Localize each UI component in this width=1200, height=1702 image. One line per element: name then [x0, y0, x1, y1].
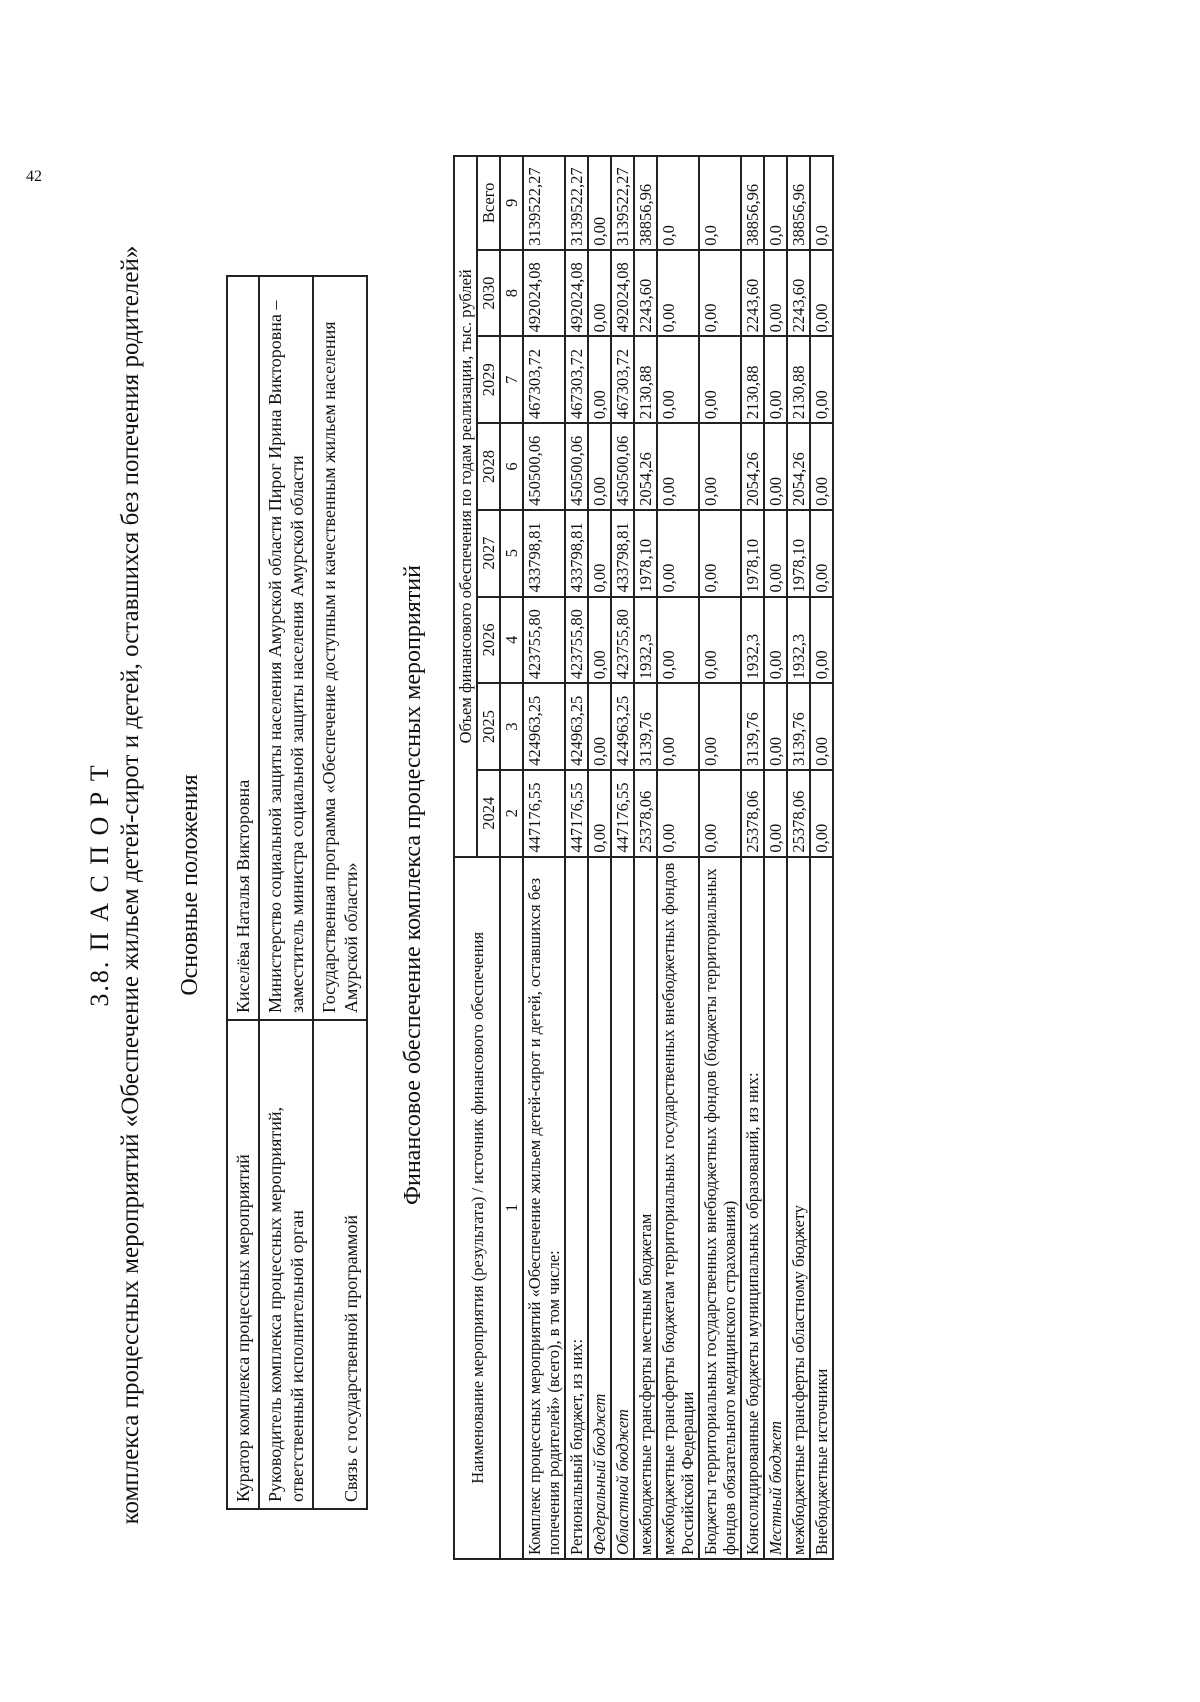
table-row	[523, 156, 565, 1559]
row-value: 3139,76	[741, 683, 764, 770]
row-label: Бюджеты территориальных государственных внебюджетных фондов (бюджеты территориальных фондов обязательного медицинского страхования)	[699, 857, 741, 1559]
column-number: 7	[500, 336, 523, 423]
row-value: 447176,55	[523, 770, 565, 857]
row-value: 2054,26	[634, 423, 657, 510]
row-label: Местный бюджет	[764, 857, 787, 1559]
row-value: 0,00	[764, 510, 787, 597]
row-value: 423755,80	[523, 597, 565, 684]
row-value: 25378,06	[634, 770, 657, 857]
row-value: 0,00	[699, 423, 741, 510]
table-row	[227, 276, 259, 1509]
table-row	[764, 156, 787, 1559]
column-number: 5	[500, 510, 523, 597]
row-value: 433798,81	[523, 510, 565, 597]
row-value: 3139522,27	[611, 156, 634, 250]
table-row	[259, 276, 313, 1509]
row-label: Консолидированные бюджеты муниципальных образований, из них:	[741, 857, 764, 1559]
year-header: 2026	[477, 597, 500, 684]
year-header: 2030	[477, 250, 500, 337]
table-row	[588, 156, 611, 1559]
column-number: 2	[500, 770, 523, 857]
column-number: 1	[500, 857, 523, 1559]
row-value: 0,00	[699, 683, 741, 770]
row-value: 0,00	[699, 336, 741, 423]
row-value: 467303,72	[523, 336, 565, 423]
basic-section-title: Основные положения	[177, 774, 203, 996]
row-value: 0,00	[588, 683, 611, 770]
row-label: Внебюджетные источники	[810, 857, 833, 1559]
row-value: 1932,3	[787, 597, 810, 684]
row-value: 0,00	[810, 336, 833, 423]
row-value: 433798,81	[611, 510, 634, 597]
row-value: 0,00	[810, 683, 833, 770]
row-value: 0,00	[699, 770, 741, 857]
row-value: 0,00	[657, 770, 699, 857]
row-value: 433798,81	[565, 510, 588, 597]
row-value: 0,00	[588, 156, 611, 250]
row-label: межбюджетные трансферты местным бюджетам	[634, 857, 657, 1559]
row-value: 3139522,27	[565, 156, 588, 250]
head-label: Руководитель комплекса процессных мероприятий, ответственный исполнительной орган	[259, 1020, 313, 1509]
year-header: Всего	[477, 156, 500, 250]
row-value: 0,00	[588, 250, 611, 337]
table-row	[634, 156, 657, 1559]
row-value: 0,0	[810, 156, 833, 250]
table-row	[741, 156, 764, 1559]
row-value: 0,00	[588, 597, 611, 684]
row-value: 0,00	[764, 250, 787, 337]
row-value: 0,00	[699, 597, 741, 684]
row-value: 0,00	[588, 770, 611, 857]
passport-title: 3.8. П А С П О Р Т	[85, 763, 114, 1007]
row-value: 0,00	[810, 423, 833, 510]
row-value: 2130,88	[787, 336, 810, 423]
row-value: 0,00	[764, 423, 787, 510]
row-value: 0,00	[810, 770, 833, 857]
row-value: 38856,96	[634, 156, 657, 250]
row-value: 0,0	[699, 156, 741, 250]
row-value: 492024,08	[611, 250, 634, 337]
row-value: 424963,25	[611, 683, 634, 770]
row-value: 467303,72	[611, 336, 634, 423]
row-value: 2054,26	[741, 423, 764, 510]
table-row	[787, 156, 810, 1559]
row-value: 424963,25	[565, 683, 588, 770]
column-number: 9	[500, 156, 523, 250]
row-value: 3139,76	[634, 683, 657, 770]
row-value: 0,00	[657, 423, 699, 510]
row-value: 0,00	[657, 597, 699, 684]
table-row	[313, 276, 367, 1509]
row-label: Комплекс процессных мероприятий «Обеспечение жильем детей-сирот и детей, оставшихся без попечения родителей» (всего), в том числе:	[523, 857, 565, 1559]
table-row	[565, 156, 588, 1559]
row-value: 0,00	[588, 510, 611, 597]
year-header: 2024	[477, 770, 500, 857]
row-label: Областной бюджет	[611, 857, 634, 1559]
row-value: 3139522,27	[523, 156, 565, 250]
table-row	[810, 156, 833, 1559]
row-value: 0,00	[810, 597, 833, 684]
row-value: 467303,72	[565, 336, 588, 423]
row-value: 447176,55	[565, 770, 588, 857]
row-value: 2243,60	[741, 250, 764, 337]
row-value: 25378,06	[741, 770, 764, 857]
row-value: 38856,96	[787, 156, 810, 250]
row-value: 423755,80	[611, 597, 634, 684]
row-value: 0,00	[764, 597, 787, 684]
page-number: 42	[26, 168, 42, 185]
row-value: 25378,06	[787, 770, 810, 857]
row-value: 1978,10	[787, 510, 810, 597]
row-value: 2243,60	[787, 250, 810, 337]
row-value: 0,00	[764, 770, 787, 857]
row-value: 2054,26	[787, 423, 810, 510]
row-value: 2243,60	[634, 250, 657, 337]
row-value: 0,00	[657, 510, 699, 597]
row-value: 0,00	[588, 423, 611, 510]
table-row	[657, 156, 699, 1559]
year-header: 2027	[477, 510, 500, 597]
year-header: 2028	[477, 423, 500, 510]
head-value: Министерство социальной защиты населения Амурской области Пирог Ирина Викторовна – заместитель министра социальной защиты населения Амурской области	[259, 276, 313, 1020]
row-value: 492024,08	[523, 250, 565, 337]
row-value: 424963,25	[523, 683, 565, 770]
row-value: 0,00	[588, 336, 611, 423]
table-row	[611, 156, 634, 1559]
row-value: 1932,3	[741, 597, 764, 684]
rotated-page	[26, 145, 1060, 1625]
row-value: 0,00	[657, 250, 699, 337]
column-number: 3	[500, 683, 523, 770]
basic-info-table	[226, 275, 368, 1510]
row-value: 450500,06	[611, 423, 634, 510]
column-header-name: Наименование мероприятия (результата) / источник финансового обеспечения	[454, 857, 500, 1559]
row-value: 0,0	[764, 156, 787, 250]
row-value: 0,00	[657, 336, 699, 423]
row-value: 2130,88	[634, 336, 657, 423]
year-header: 2029	[477, 336, 500, 423]
year-header: 2025	[477, 683, 500, 770]
row-value: 1978,10	[634, 510, 657, 597]
row-value: 450500,06	[565, 423, 588, 510]
passport-subtitle: комплекса процессных мероприятий «Обеспечение жильем детей-сирот и детей, оставшихся без попечения родителей»	[117, 245, 144, 1525]
row-value: 0,00	[810, 510, 833, 597]
row-value: 2130,88	[741, 336, 764, 423]
row-value: 450500,06	[523, 423, 565, 510]
row-value: 0,00	[657, 683, 699, 770]
column-number: 8	[500, 250, 523, 337]
row-label: межбюджетные трансферты бюджетам территориальных государственных внебюджетных фондов Российской Федерации	[657, 857, 699, 1559]
row-value: 0,00	[699, 250, 741, 337]
program-link-label: Связь с государственной программой	[313, 1020, 367, 1509]
curator-value: Киселёва Наталья Викторовна	[227, 276, 259, 1020]
column-number: 4	[500, 597, 523, 684]
row-value: 447176,55	[611, 770, 634, 857]
curator-label: Куратор комплекса процессных мероприятий	[227, 1020, 259, 1509]
row-value: 0,00	[764, 336, 787, 423]
table-header-row	[454, 156, 477, 1559]
table-header-row	[500, 156, 523, 1559]
row-value: 0,00	[764, 683, 787, 770]
row-value: 1978,10	[741, 510, 764, 597]
row-value: 492024,08	[565, 250, 588, 337]
row-label: Региональный бюджет, из них:	[565, 857, 588, 1559]
finance-table	[453, 155, 834, 1560]
column-number: 6	[500, 423, 523, 510]
row-value: 0,0	[657, 156, 699, 250]
program-link-value: Государственная программа «Обеспечение доступным и качественным жильем населения Амурской области»	[313, 276, 367, 1020]
column-header-group: Объем финансового обеспечения по годам реализации, тыс. рублей	[454, 156, 477, 857]
row-value: 423755,80	[565, 597, 588, 684]
row-value: 0,00	[699, 510, 741, 597]
row-value: 3139,76	[787, 683, 810, 770]
row-label: Федеральный бюджет	[588, 857, 611, 1559]
row-value: 1932,3	[634, 597, 657, 684]
row-label: межбюджетные трансферты областному бюджету	[787, 857, 810, 1559]
row-value: 0,00	[810, 250, 833, 337]
row-value: 38856,96	[741, 156, 764, 250]
table-row	[699, 156, 741, 1559]
finance-section-title: Финансовое обеспечение комплекса процессных мероприятий	[400, 565, 426, 1205]
